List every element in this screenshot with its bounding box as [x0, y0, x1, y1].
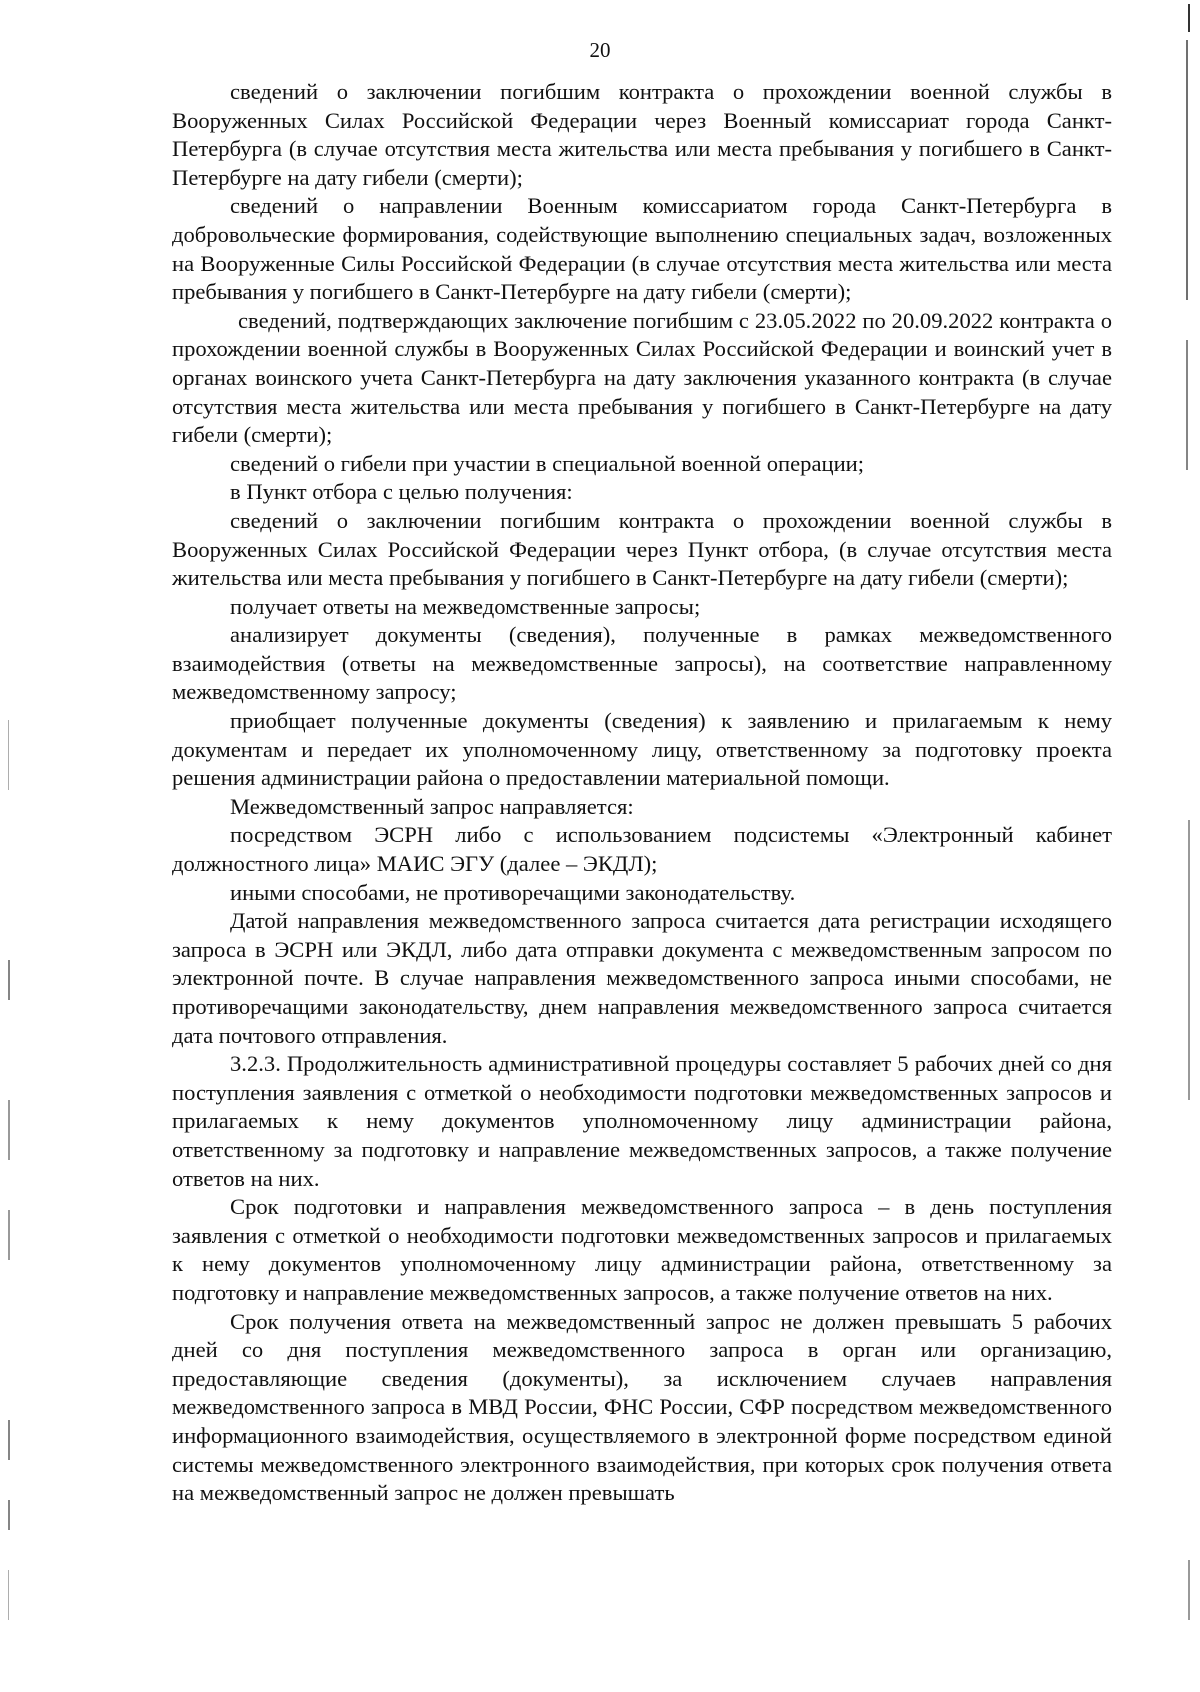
scan-edge-mark — [1188, 820, 1190, 1100]
paragraph: 3.2.3. Продолжительность административной процедуры составляет 5 рабочих дней со дня поступления заявления с отметкой о необходимости подготовки межведомственных запросов и прилагаемых к нему документов уполномоченному лицу администрации района, ответственному за подготовку и направление межведомственных запросов, а также получение ответов на них. — [172, 1051, 1112, 1191]
scan-edge-mark — [1186, 340, 1188, 470]
paragraph: анализирует документы (сведения), полученные в рамках межведомственного взаимодействия (ответы на межведомственные запросы), на соответствие направленному межведомственному запросу; — [172, 622, 1112, 705]
paragraph: иными способами, не противоречащими законодательству. — [230, 879, 796, 905]
paragraph: сведений, подтверждающих заключение погибшим с 23.05.2022 по 20.09.2022 контракта о прохождении военной службы в Вооруженных Силах Российской Федерации и воинский учет в органах воинского учета Санкт-Петербурга на дату заключения указанного контракта (в случае отсутствия места жительства или места пребывания у погибшего в Санкт-Петербурге на дату гибели (смерти); — [172, 307, 1112, 448]
paragraph: Межведомственный запрос направляется: — [230, 793, 634, 819]
scan-edge-mark — [8, 1570, 9, 1620]
scan-edge-mark — [8, 1210, 10, 1260]
scan-edge-mark — [8, 960, 10, 1000]
paragraph: сведений о гибели при участии в специальной военной операции; — [230, 450, 865, 476]
scan-edge-mark — [8, 1420, 10, 1460]
scan-edge-mark — [1186, 40, 1188, 300]
paragraph: Срок подготовки и направления межведомственного запроса – в день поступления заявления с отметкой о необходимости подготовки межведомственных запросов и прилагаемых к нему документов уполномоченному лицу администрации района, ответственному за подготовку и направление межведомственных запросов, а также получение ответов на них. — [172, 1194, 1112, 1305]
document-body — [172, 78, 1112, 1508]
scan-edge-mark — [8, 720, 9, 790]
paragraph: сведений о заключении погибшим контракта о прохождении военной службы в Вооруженных Силах Российской Федерации через Пункт отбора, (в случае отсутствия места жительства или места пребывания у погибшего в Санкт-Петербурге на дату гибели (смерти); — [172, 507, 1112, 591]
paragraph: сведений о направлении Военным комиссариатом города Санкт-Петербурга в добровольческие формирования, содействующие выполнению специальных задач, возложенных на Вооруженные Силы Российской Федерации (в случае отсутствия места жительства или места пребывания у погибшего в Санкт-Петербурге на дату гибели (смерти); — [172, 193, 1112, 305]
paragraph: Срок получения ответа на межведомственный запрос не должен превышать 5 рабочих дней со дня поступления межведомственного запроса в орган или организацию, предоставляющие сведения (документы), за исключением случаев направления межведомственного запроса в МВД России, ФНС России, СФР посредством межведомственного информационного взаимодействия, осуществляемого в электронной форме посредством единой системы межведомственного электронного взаимодействия, при которых срок получения ответа на межведомственный запрос не должен превышать — [172, 1308, 1112, 1506]
paragraph: Датой направления межведомственного запроса считается дата регистрации исходящего запроса в ЭСРН или ЭКДЛ, либо дата отправки документа с межведомственным запросом по электронной почте. В случае направления межведомственного запроса иными способами, не противоречащими законодательству, днем направления межведомственного запроса считается дата почтового отправления. — [172, 908, 1112, 1048]
paragraph: получает ответы на межведомственные запросы; — [230, 593, 701, 619]
paragraph: приобщает полученные документы (сведения) к заявлению и прилагаемым к нему документам и передает их уполномоченному лицу, ответственному за подготовку проекта решения администрации района о предоставлении материальной помощи. — [172, 708, 1112, 791]
paragraph: в Пункт отбора с целью получения: — [230, 479, 573, 505]
scan-edge-mark — [1188, 1560, 1190, 1620]
paragraph: сведений о заключении погибшим контракта о прохождении военной службы в Вооруженных Силах Российской Федерации через Военный комиссариат города Санкт-Петербурга (в случае отсутствия места жительства или места пребывания у погибшего в Санкт-Петербурге на дату гибели (смерти); — [172, 79, 1112, 190]
scan-edge-mark — [1188, 4, 1190, 32]
scan-edge-mark — [8, 1100, 10, 1160]
page-number: 20 — [589, 38, 611, 62]
scan-edge-mark — [8, 1500, 10, 1530]
paragraph: посредством ЭСРН либо с использованием подсистемы «Электронный кабинет должностного лица» МАИС ЭГУ (далее – ЭКДЛ); — [172, 822, 1112, 877]
